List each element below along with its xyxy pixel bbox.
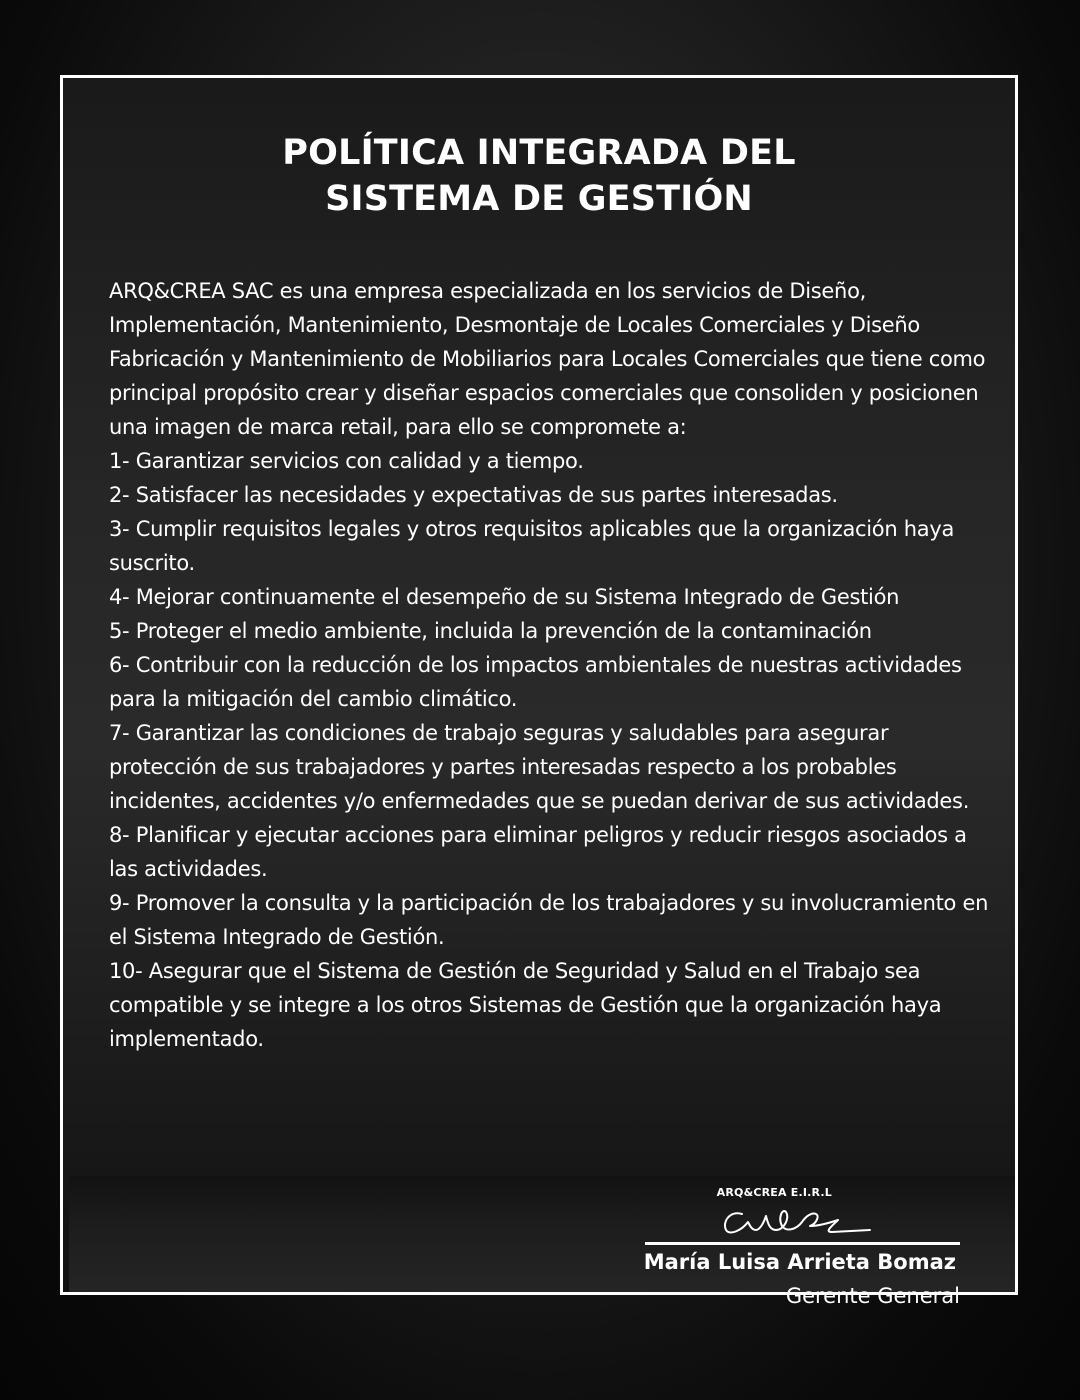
signer-name: María Luisa Arrieta Bomaz [643,1250,956,1274]
commitment-item: 3- Cumplir requisitos legales y otros requisitos aplicables que la organización haya suscrito. [109,517,955,575]
commitment-item: 8- Planificar y ejecutar acciones para eliminar peligros y reducir riesgos asociados a las actividades. [109,823,967,881]
handwritten-signature [720,1196,880,1238]
commitment-item: 1- Garantizar servicios con calidad y a tiempo. [109,449,584,473]
commitment-item: 6- Contribuir con la reducción de los impactos ambientales de nuestras actividades para la mitigación del cambio climático. [109,653,962,711]
company-stamp-label: ARQ&CREA E.I.R.L [716,1186,832,1199]
commitment-item: 2- Satisfacer las necesidades y expectativas de sus partes interesadas. [109,483,838,507]
signer-role: Gerente General [785,1284,960,1308]
title-line-2: SISTEMA DE GESTIÓN [325,179,753,219]
commitment-item: 9- Promover la consulta y la participación de los trabajadores y su involucramiento en el Sistema Integrado de Gestión. [109,891,989,949]
commitment-item: 5- Proteger el medio ambiente, incluida la prevención de la contaminación [109,619,872,643]
policy-body [109,274,989,1056]
intro-paragraph: ARQ&CREA SAC es una empresa especializada en los servicios de Diseño, Implementación, Mantenimiento, Desmontaje de Locales Comerciales y Diseño Fabricación y Mantenimiento de Mobiliarios para Locales Comerciales que tiene como principal propósito crear y diseñar espacios comerciales que consoliden y posicionen una imagen de marca retail, para ello se compromete a: [109,279,986,439]
commitment-item: 7- Garantizar las condiciones de trabajo seguras y saludables para asegurar protección de sus trabajadores y partes interesadas respecto a los probables incidentes, accidentes y/o enfermedades que se puedan derivar de sus actividades. [109,721,970,813]
policy-document-frame [60,75,1018,1308]
commitment-item: 4- Mejorar continuamente el desempeño de su Sistema Integrado de Gestión [109,585,900,609]
document-title [63,130,1015,222]
title-line-1: POLÍTICA INTEGRADA DEL [282,133,796,173]
commitment-item: 10- Asegurar que el Sistema de Gestión de Seguridad y Salud en el Trabajo sea compatible y se integre a los otros Sistemas de Gestión que la organización haya implementado. [109,959,942,1051]
signature-line [645,1242,960,1245]
